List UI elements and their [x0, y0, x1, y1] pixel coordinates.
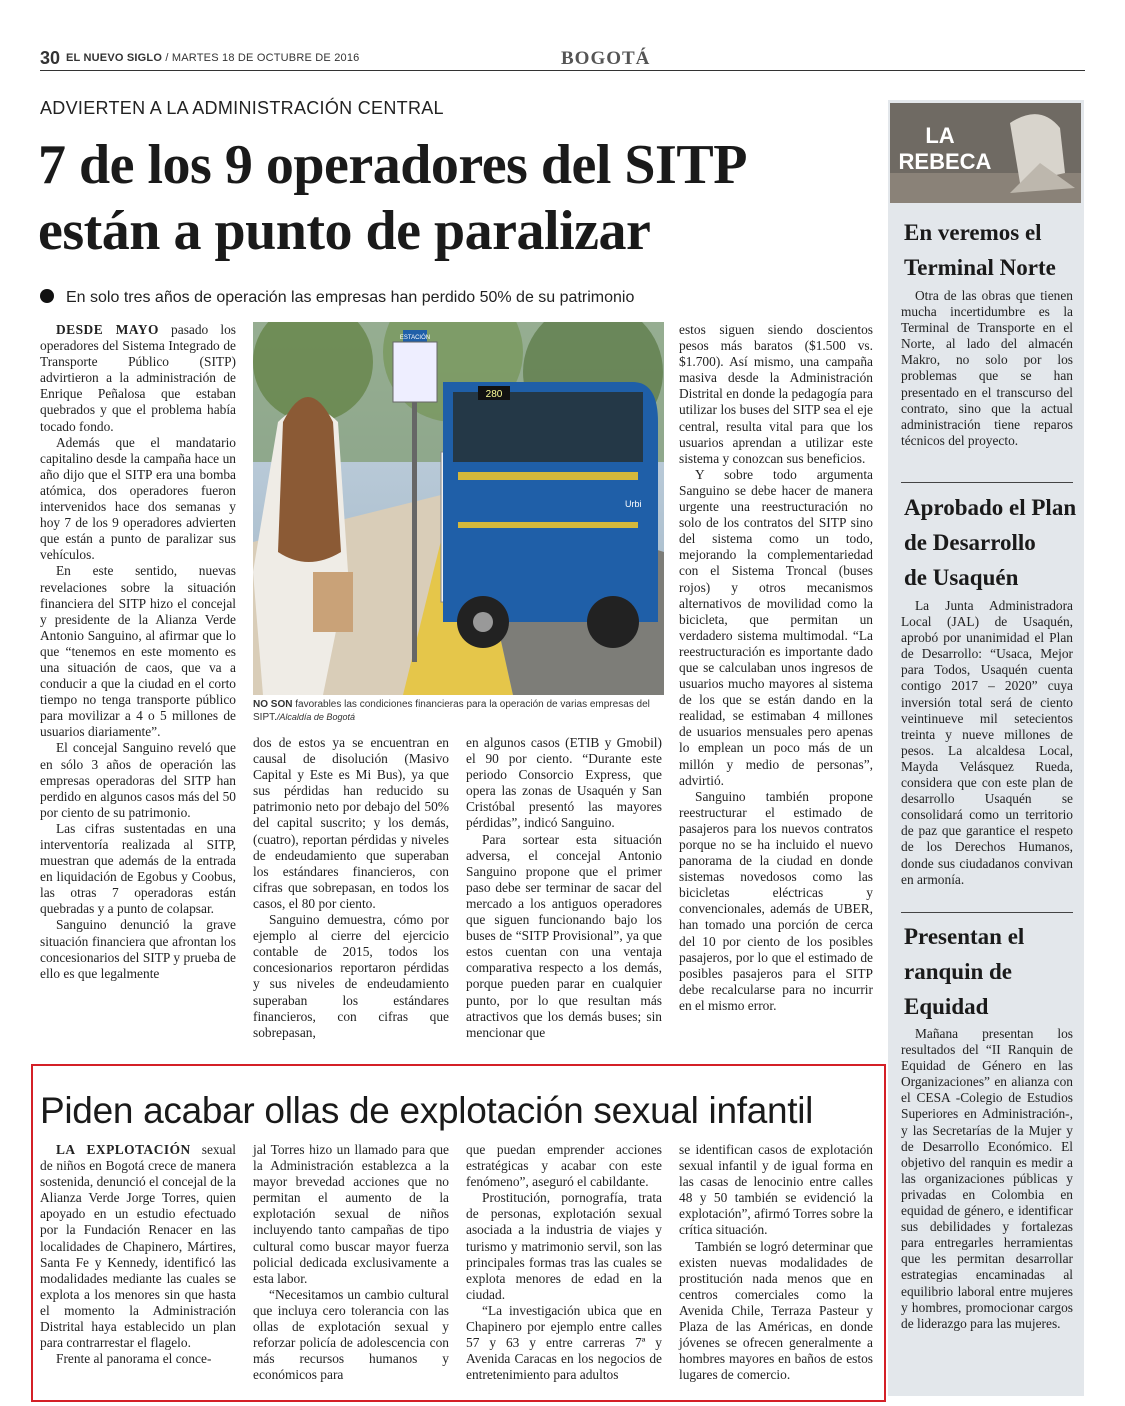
paragraph: Sanguino denunció la grave situación financiera que afrontan los concesionarios del SITP y prueba de ello es que legalmente	[40, 917, 236, 981]
article-column-4	[679, 322, 873, 1014]
stop-sign: ESTACIÓN	[399, 335, 431, 341]
sidebar-text-2	[901, 598, 1073, 888]
headline-line-2: están a punto de paralizar	[38, 200, 651, 262]
caption-lead: NO SON	[253, 699, 293, 710]
lead-word: LA EXPLOTACIÓN	[56, 1142, 191, 1157]
paragraph: El concejal Sanguino reveló que en sólo 3 años de operación las empresas operadoras del SITP han perdido en algunos casos más del 50 por ciento de su patrimonio.	[40, 740, 236, 820]
bus-number: 280	[485, 389, 503, 400]
box-column-2	[253, 1142, 449, 1383]
box-column-1	[40, 1142, 236, 1367]
paragraph: Prostitución, pornografía, trata de personas, explotación sexual asociada a la industria de viajes y turismo y matrimonio servil, son las principales formas tras las cuales se explota menores de edad en la ciudad.	[466, 1190, 662, 1302]
bus-photo	[253, 322, 664, 695]
issue-date: / MARTES 18 DE OCTUBRE DE 2016	[165, 52, 360, 64]
paragraph: sexual de niños en Bogotá crece de manera sostenida, denunció el concejal de la Alianza Verde Jorge Torres, quien apoyado en un estudio efectuado por la Fundación Renacer en las localidades de Chapinero, Mártires, Santa Fe y Kennedy, identificó las modalidades mediante las cuales se explota a los menores sin que hasta el momento la Administración Distrital haya establecido un plan para contrarrestar el flagelo.	[40, 1142, 236, 1351]
sidebar-text-1	[901, 288, 1073, 449]
subtitle-text: En solo tres años de operación las empresas han perdido 50% de su patrimonio	[66, 289, 635, 306]
title-line: de Usaquén	[904, 565, 1019, 590]
paragraph: Otra de las obras que tienen mucha incertidumbre es la Terminal de Transporte en el Norte, al lado del almacén Makro, no solo por los problemas que se han presentado en el transcurso del contrato, sino que la actual administración tiene reparos técnicos del proyecto.	[901, 288, 1073, 448]
banner-label-line2: REBECA	[898, 149, 992, 174]
section-name: BOGOTÁ	[561, 48, 651, 69]
paragraph: Mañana presentan los resultados del “II Ranquin de Equidad de Género en las Organizaciones” en alianza con el CESA -Colegio de Estudios Superiores en Administración-, y las Secretarías de la Mujer y de Desarrollo Económico. El objetivo del ranquin es medir a las organizaciones públicas y privadas en Colombia en equidad de género, e identificar sus debilidades y fortalezas para entregarles herramientas que les permitan desarrollar estrategias encaminadas al equilibrio laboral entre mujeres y hombres, promocionar cargos de liderazgo para las mujeres.	[901, 1026, 1073, 1331]
lead-word: DESDE MAYO	[56, 322, 159, 337]
bus-brand: Urbi	[625, 499, 642, 509]
paragraph: dos de estos ya se encuentran en causal de disolución (Masivo Capital y Este es Mi Bus), ya que sus pérdidas han reducido su patrimonio neto por debajo del 50% del capital suscrito; y los demás, (cuatro), reportan pérdidas y niveles de endeudamiento que superaban los estándares financieros, con cifras que sobrepasan, en todos los casos, el 80 por ciento.	[253, 735, 449, 911]
paper-name: EL NUEVO SIGLO	[66, 52, 163, 64]
sidebar-divider	[901, 482, 1073, 483]
paper-meta	[66, 52, 359, 64]
paragraph: Para sortear esta situación adversa, el concejal Antonio Sanguino propone que el primer paso debe ser terminar de sacar del mercado a los antiguos operadores que siguen funcionando bajo los buses de “SITP Provisional”, ya que estos cuentan con una ventaja comparativa respecto a los demás, porque pueden parar en cualquier punto, por lo que resultan más atractivos que los demás buses; sin mencionar que	[466, 831, 662, 1040]
paragraph: Frente al panorama el conce-	[56, 1351, 212, 1367]
box-column-4	[679, 1142, 873, 1383]
sidebar-divider	[901, 912, 1073, 913]
title-line: Aprobado el Plan	[904, 495, 1077, 520]
paragraph: Y sobre todo argumenta Sanguino se debe hacer de manera urgente una reestructuración no solo de los contratos del SITP sino del sistema como un todo, mejorando la complementariedad con el Sistema Troncal (buses rojos) y otros mecanismos alternativos de movilidad como la bicicleta, que permitan un verdadero sistema multimodal. “La reestructuración es importante dado que se calculaban unos ingresos de usuarios mucho mayores al sistema de los que se están dando en la realidad, se estimaban 4 millones de usuarios mensuales pero apenas lo emplean un poco más de un millón y medio de personas”, advirtió.	[679, 466, 873, 788]
paragraph: “Necesitamos un cambio cultural que incluya cero tolerancia con las ollas de explotación sexual y reforzar policía de adolescencia con más recursos humanos y económicos para	[253, 1286, 449, 1383]
statue-image	[890, 103, 1081, 203]
page-number: 30	[40, 48, 61, 68]
article-column-2	[253, 735, 449, 1041]
box-column-3	[466, 1142, 662, 1383]
banner-label-line1: LA	[925, 123, 955, 148]
sidebar-title-3	[904, 919, 1024, 1024]
page-header	[40, 48, 1085, 71]
box-article-title: Piden acabar ollas de explotación sexual infantil	[40, 1090, 814, 1131]
paragraph: Además que el mandatario capitalino desde la campaña hace un año dijo que el SITP era una bomba atómica, dos operadores fueron intervenidos hace dos semanas y hoy 7 de los 9 operadores advierten que están a punto de paralizar sus vehículos.	[40, 434, 236, 563]
la-rebeca-banner	[890, 103, 1081, 203]
paragraph: pasado los operadores del Sistema Integrado de Transporte Público (SITP) advirtieron a la administración de Enrique Peñalosa que estaban quebrados y que el problema había tocado fondo.	[40, 322, 236, 434]
paragraph: También se logró determinar que existen nuevas modalidades de prostitución nada menos que en centros comerciales como la Avenida Chile, Terraza Pasteur y Plaza de las Américas, en donde jóvenes se ofrecen generalmente a hombres mayores en baños de estos lugares de comercio.	[679, 1238, 873, 1383]
title-line: En veremos el	[904, 220, 1042, 245]
caption-credit: /Alcaldía de Bogotá	[276, 712, 355, 722]
article-column-1	[40, 322, 236, 982]
article-headline	[38, 132, 868, 264]
headline-line-1: 7 de los 9 operadores del SITP	[38, 134, 747, 196]
paragraph: En este sentido, nuevas revelaciones sobre la situación financiera del SITP hizo el concejal y presidente de la Alianza Verde Antonio Sanguino, al afirmar que lo que “tenemos en este momento es una situación de caos, que va a conducir a que la ciudad en el corto tiempo no tenga transporte público para movilizar a 4 o 5 millones de usuarios diariamente”.	[40, 563, 236, 740]
paragraph: en algunos casos (ETIB y Gmobil) el 90 por ciento. “Durante este periodo Consorcio Express, que opera las zonas de Usaquén y San Cristóbal presentó las mayores pérdidas”, indicó Sanguino.	[466, 735, 662, 831]
article-subtitle	[40, 289, 634, 307]
paragraph: Sanguino también propone reestructurar el estimado de pasajeros para los nuevos contratos porque no se ha incluido el nuevo panorama de la ciudad en donde sistemas novedosos como las bicicletas eléctricas y convencionales, además de UBER, han tomado una porción de cerca del 10 por ciento de los posibles pasajeros, por lo que el estimado de posibles pasajeros para el SITP debe recalcularse para no incurrir en el mismo error.	[679, 788, 873, 1013]
article-column-3	[466, 735, 662, 1041]
title-line: ranquin de	[904, 959, 1013, 984]
article-kicker: ADVIERTEN A LA ADMINISTRACIÓN CENTRAL	[40, 98, 444, 118]
sidebar-text-3	[901, 1026, 1073, 1332]
sidebar-title-1	[904, 215, 1056, 285]
title-line: Presentan el	[904, 924, 1025, 949]
caption-text: favorables las condiciones financieras para la operación de varias empresas del SIPT.	[253, 699, 650, 723]
paragraph: que puedan emprender acciones estratégicas y acabar con este fenómeno”, aseguró el cabildante.	[466, 1142, 662, 1190]
paragraph: jal Torres hizo un llamado para que la Administración establezca a la mayor brevedad acciones que no permitan el aumento de la explotación sexual de niños incluyendo tanto campañas de tipo cultural como buscar mayor fuerza policial dedicada exclusivamente a esta labor.	[253, 1142, 449, 1286]
paragraph: “La investigación ubica que en Chapinero por ejemplo entre calles 57 y 63 y entre carreras 7ª y Avenida Caracas en los negocios de entretenimiento para adultos	[466, 1302, 662, 1383]
photo-caption	[253, 698, 664, 724]
paragraph: Sanguino demuestra, cómo por ejemplo al cierre del ejercicio contable de 2015, todos los concesionarios reportaron pérdidas y sus niveles de endeudamiento superaban los estándares financieros, con cifras que sobrepasan,	[253, 912, 449, 1040]
paragraph: La Junta Administradora Local (JAL) de Usaquén, aprobó por unanimidad el Plan de Desarrollo: “Usaca, Mejor para Todos, Usaquén cuenta contigo 2017 – 2020” cuya inversión total será de ciento veintinueve mil setecientos treinta y nueve millones de pesos. La alcaldesa Local, Mayda Velásquez Rueda, considera que con este plan de desarrollo Usaquén se consolidará como un territorio de paz que garantice el respeto de los Derechos Humanos, donde sus ciudadanos convivan en armonía.	[901, 598, 1073, 887]
paragraph: estos siguen siendo doscientos pesos más baratos ($1.500 vs. $1.700). Así mismo, una campaña masiva desde la Administración Distrital en donde la pedagogía para utilizar los buses del SITP sea el eje central, resulta vital para que los usuarios aprendan a utilizar este sistema y conozcan sus beneficios.	[679, 322, 873, 466]
title-line: Terminal Norte	[904, 255, 1056, 280]
paragraph: Las cifras sustentadas en una interventoría realizada al SITP, muestran que además de la entrada en liquidación de Egobus y Coobus, las otras 7 operadoras están quebradas y a punto de colapsar.	[40, 820, 236, 917]
sidebar-title-2	[904, 490, 1076, 595]
title-line: de Desarrollo	[904, 530, 1036, 555]
paragraph: se identifican casos de explotación sexual infantil y de igual forma en las casas de lenocinio entre calles 48 y 50 también se evidenció la explotación”, afirmó Torres sobre la crítica situación.	[679, 1142, 873, 1238]
title-line: Equidad	[904, 994, 989, 1019]
bullet-icon	[40, 289, 54, 303]
bus-stop-illustration	[253, 322, 664, 695]
